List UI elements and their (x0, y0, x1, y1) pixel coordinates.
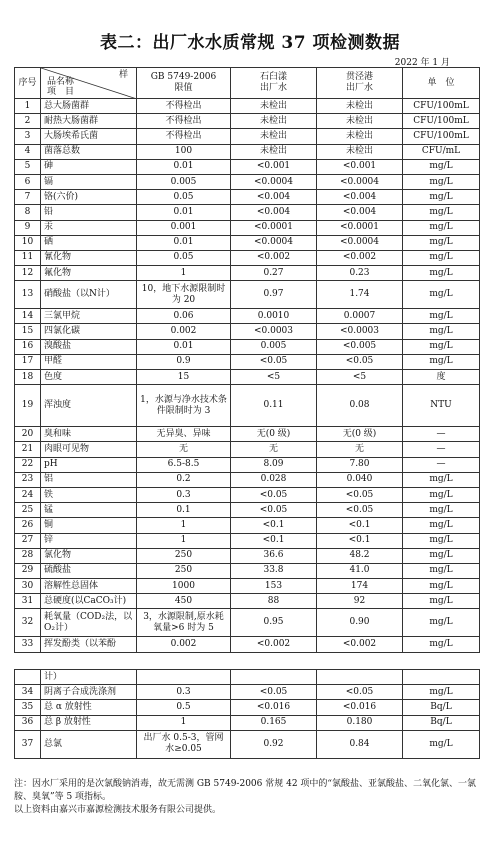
row-value-shijiuyang: 0.0010 (231, 309, 317, 324)
row-number: 1 (15, 99, 41, 114)
row-item: 肉眼可见物 (41, 442, 137, 457)
row-number: 15 (15, 324, 41, 339)
row-item: 硝酸盐（以N计） (41, 281, 137, 309)
row-value-shijiuyang: <0.05 (231, 487, 317, 502)
row-value-shijiuyang: 0.005 (231, 339, 317, 354)
row-limit: 450 (137, 594, 231, 609)
row-value-shijiuyang: <0.1 (231, 518, 317, 533)
water-quality-table (14, 67, 480, 653)
row-value-shijiuyang: 0.165 (231, 715, 317, 730)
table-row (15, 518, 480, 533)
row-number: 2 (15, 114, 41, 129)
row-limit: 1 (137, 518, 231, 533)
row-number: 9 (15, 220, 41, 235)
row-value-guanjinggang: <5 (317, 370, 403, 385)
row-value-guanjinggang: <0.1 (317, 533, 403, 548)
table-row (15, 685, 480, 700)
row-unit: — (403, 457, 480, 472)
row-value-shijiuyang: 0.27 (231, 266, 317, 281)
header-source-2: 贯泾港 出厂水 (317, 68, 403, 99)
row-value-guanjinggang: 未检出 (317, 144, 403, 159)
table-row (15, 174, 480, 189)
row-item: 甲醛 (41, 354, 137, 369)
row-value-shijiuyang: <0.05 (231, 685, 317, 700)
row-value-shijiuyang: 未检出 (231, 99, 317, 114)
row-item: 铁 (41, 487, 137, 502)
row-unit: mg/L (403, 159, 480, 174)
row-unit: mg/L (403, 548, 480, 563)
row-item: 耐热大肠菌群 (41, 114, 137, 129)
row-value-guanjinggang: 48.2 (317, 548, 403, 563)
table-row (15, 266, 480, 281)
row-unit: Bq/L (403, 715, 480, 730)
row-number: 23 (15, 472, 41, 487)
table-row (15, 548, 480, 563)
report-date: 2022 年 1 月 (394, 58, 450, 68)
row-limit: 0.01 (137, 205, 231, 220)
row-unit: — (403, 427, 480, 442)
row-value-guanjinggang: <0.016 (317, 700, 403, 715)
table-row (15, 609, 480, 637)
row-limit: 0.9 (137, 354, 231, 369)
row-value-guanjinggang: 0.90 (317, 609, 403, 637)
row-value-shijiuyang: <0.0004 (231, 174, 317, 189)
row-number: 13 (15, 281, 41, 309)
row-value-shijiuyang: <0.0004 (231, 235, 317, 250)
row-item: 总硬度(以CaCO₃计) (41, 594, 137, 609)
row-unit (403, 670, 480, 685)
row-unit: mg/L (403, 174, 480, 189)
row-number: 20 (15, 427, 41, 442)
row-value-shijiuyang: 0.97 (231, 281, 317, 309)
row-unit: mg/L (403, 309, 480, 324)
row-item: 锰 (41, 503, 137, 518)
row-number (15, 670, 41, 685)
row-value-guanjinggang: <0.05 (317, 487, 403, 502)
row-value-guanjinggang: 0.040 (317, 472, 403, 487)
row-value-guanjinggang: 41.0 (317, 563, 403, 578)
row-value-guanjinggang: <0.05 (317, 503, 403, 518)
row-number: 33 (15, 637, 41, 652)
footnote-1: 注：因水厂采用的是次氯酸钠消毒，故无需测 GB 5749-2006 常规 42 项中的“氯酸盐、亚氯酸盐、二氧化氯、一氯胺、臭氧”等 5 项指标。 (14, 779, 477, 802)
row-value-shijiuyang: <0.05 (231, 354, 317, 369)
row-limit: 100 (137, 144, 231, 159)
table-row (15, 324, 480, 339)
row-limit: 不得检出 (137, 114, 231, 129)
row-limit: 0.05 (137, 190, 231, 205)
row-unit: mg/L (403, 205, 480, 220)
header-diag-mid: 品名称 (47, 77, 75, 87)
row-limit: 250 (137, 548, 231, 563)
row-number: 14 (15, 309, 41, 324)
row-number: 17 (15, 354, 41, 369)
row-number: 10 (15, 235, 41, 250)
row-number: 24 (15, 487, 41, 502)
row-limit: 1000 (137, 579, 231, 594)
table-row (15, 190, 480, 205)
row-value-shijiuyang: 88 (231, 594, 317, 609)
row-value-shijiuyang: 无 (231, 442, 317, 457)
row-value-shijiuyang: 未检出 (231, 144, 317, 159)
row-value-guanjinggang: 无(0 级) (317, 427, 403, 442)
row-limit: 出厂水 0.5-3，管网水≥0.05 (137, 730, 231, 758)
row-unit: mg/L (403, 220, 480, 235)
row-item: 总 β 放射性 (41, 715, 137, 730)
row-item: 砷 (41, 159, 137, 174)
row-unit: mg/L (403, 281, 480, 309)
row-unit: mg/L (403, 533, 480, 548)
table-header-row (15, 68, 480, 99)
row-unit: CFU/100mL (403, 129, 480, 144)
table-row (15, 205, 480, 220)
table-row (15, 281, 480, 309)
row-value-guanjinggang: <0.1 (317, 518, 403, 533)
row-unit: — (403, 442, 480, 457)
row-number: 35 (15, 700, 41, 715)
row-limit: 6.5-8.5 (137, 457, 231, 472)
row-value-shijiuyang: <5 (231, 370, 317, 385)
table-row (15, 503, 480, 518)
row-value-shijiuyang: 未检出 (231, 129, 317, 144)
row-item: 菌落总数 (41, 144, 137, 159)
row-value-guanjinggang: 未检出 (317, 114, 403, 129)
table-row (15, 99, 480, 114)
row-item: 四氯化碳 (41, 324, 137, 339)
row-value-guanjinggang: <0.002 (317, 637, 403, 652)
row-item: 计） (41, 670, 137, 685)
row-number: 34 (15, 685, 41, 700)
row-limit: 1 (137, 533, 231, 548)
row-unit: mg/L (403, 339, 480, 354)
table-row (15, 129, 480, 144)
row-item: 硫酸盐 (41, 563, 137, 578)
row-unit: mg/L (403, 487, 480, 502)
row-item: 色度 (41, 370, 137, 385)
row-limit: 10，地下水源限制时为 20 (137, 281, 231, 309)
row-limit: 无异臭、异味 (137, 427, 231, 442)
row-unit: mg/L (403, 266, 480, 281)
row-number: 21 (15, 442, 41, 457)
row-number: 5 (15, 159, 41, 174)
header-diagonal-cell (41, 68, 137, 99)
row-number: 27 (15, 533, 41, 548)
page-title: 表二：出厂水水质常规 37 项检测数据 (100, 33, 400, 53)
row-limit: 0.001 (137, 220, 231, 235)
row-item: 耗氧量（COD₂法，以O₂计） (41, 609, 137, 637)
row-value-guanjinggang: 92 (317, 594, 403, 609)
table-row (15, 700, 480, 715)
row-value-guanjinggang: 174 (317, 579, 403, 594)
row-item: 大肠埃希氏菌 (41, 129, 137, 144)
row-value-shijiuyang: <0.001 (231, 159, 317, 174)
row-item: pH (41, 457, 137, 472)
row-limit: 无 (137, 442, 231, 457)
header-diag-bot: 项 目 (47, 87, 75, 97)
row-unit: CFU/100mL (403, 114, 480, 129)
row-number: 19 (15, 385, 41, 427)
row-number: 37 (15, 730, 41, 758)
table-row (15, 472, 480, 487)
row-value-guanjinggang: <0.05 (317, 354, 403, 369)
table-row (15, 579, 480, 594)
row-value-guanjinggang: <0.0003 (317, 324, 403, 339)
table-row (15, 235, 480, 250)
row-limit: 1，水源与净水技术条件限制时为 3 (137, 385, 231, 427)
row-unit: mg/L (403, 190, 480, 205)
table-row (15, 309, 480, 324)
row-value-shijiuyang: <0.004 (231, 190, 317, 205)
row-item: 总大肠菌群 (41, 99, 137, 114)
header-diag-top: 样 (118, 70, 128, 80)
row-number: 18 (15, 370, 41, 385)
row-number: 32 (15, 609, 41, 637)
table-row (15, 563, 480, 578)
row-number: 36 (15, 715, 41, 730)
table-row (15, 533, 480, 548)
row-number: 29 (15, 563, 41, 578)
table-row (15, 385, 480, 427)
row-unit: mg/L (403, 579, 480, 594)
row-number: 28 (15, 548, 41, 563)
table-row (15, 487, 480, 502)
row-unit: mg/L (403, 250, 480, 265)
row-value-guanjinggang: 0.84 (317, 730, 403, 758)
row-value-guanjinggang: <0.0004 (317, 235, 403, 250)
row-limit: 0.06 (137, 309, 231, 324)
row-limit: 0.01 (137, 235, 231, 250)
row-unit: mg/L (403, 235, 480, 250)
table-row (15, 442, 480, 457)
row-unit: mg/L (403, 594, 480, 609)
row-unit: NTU (403, 385, 480, 427)
row-value-shijiuyang: <0.0003 (231, 324, 317, 339)
row-number: 11 (15, 250, 41, 265)
header-source-1: 石臼漾 出厂水 (231, 68, 317, 99)
row-unit: mg/L (403, 563, 480, 578)
row-item: 溴酸盐 (41, 339, 137, 354)
row-value-guanjinggang: 未检出 (317, 129, 403, 144)
row-limit: 0.002 (137, 324, 231, 339)
row-value-guanjinggang: 0.23 (317, 266, 403, 281)
row-item: 铅 (41, 205, 137, 220)
row-unit: mg/L (403, 637, 480, 652)
row-value-shijiuyang: <0.1 (231, 533, 317, 548)
row-unit: 度 (403, 370, 480, 385)
row-value-guanjinggang: <0.0004 (317, 174, 403, 189)
table-row (15, 339, 480, 354)
row-value-guanjinggang: <0.0001 (317, 220, 403, 235)
water-quality-table-continued (14, 669, 480, 759)
row-limit: 0.01 (137, 159, 231, 174)
row-item: 铬(六价) (41, 190, 137, 205)
row-value-shijiuyang: 0.95 (231, 609, 317, 637)
row-value-guanjinggang: <0.001 (317, 159, 403, 174)
row-value-shijiuyang: 33.8 (231, 563, 317, 578)
row-limit: 250 (137, 563, 231, 578)
row-unit: mg/L (403, 472, 480, 487)
table-row (15, 250, 480, 265)
row-value-shijiuyang: 未检出 (231, 114, 317, 129)
row-limit: 1 (137, 715, 231, 730)
row-limit: 0.3 (137, 487, 231, 502)
row-item: 汞 (41, 220, 137, 235)
header-unit: 单 位 (403, 68, 480, 99)
row-value-guanjinggang: 1.74 (317, 281, 403, 309)
row-item: 氯化物 (41, 548, 137, 563)
row-value-shijiuyang: <0.004 (231, 205, 317, 220)
row-item: 锌 (41, 533, 137, 548)
row-value-guanjinggang: 7.80 (317, 457, 403, 472)
row-number: 22 (15, 457, 41, 472)
row-item: 三氯甲烷 (41, 309, 137, 324)
table-row (15, 637, 480, 652)
row-item: 铝 (41, 472, 137, 487)
footnotes (14, 778, 484, 817)
row-number: 8 (15, 205, 41, 220)
row-limit: 0.01 (137, 339, 231, 354)
row-value-shijiuyang: 无(0 级) (231, 427, 317, 442)
row-unit: Bq/L (403, 700, 480, 715)
row-value-shijiuyang: <0.05 (231, 503, 317, 518)
row-limit: 0.1 (137, 503, 231, 518)
row-limit: 0.3 (137, 685, 231, 700)
row-value-shijiuyang: 36.6 (231, 548, 317, 563)
row-unit: mg/L (403, 685, 480, 700)
row-item: 溶解性总固体 (41, 579, 137, 594)
row-limit: 不得检出 (137, 99, 231, 114)
footnote-2: 以上资料由嘉兴市嘉源检测技术服务有限公司提供。 (14, 805, 222, 815)
header-standard: GB 5749-2006 限值 (137, 68, 231, 99)
row-value-shijiuyang: 8.09 (231, 457, 317, 472)
row-unit: mg/L (403, 518, 480, 533)
row-item: 铜 (41, 518, 137, 533)
row-value-shijiuyang: <0.002 (231, 250, 317, 265)
table-row (15, 715, 480, 730)
row-number: 7 (15, 190, 41, 205)
row-value-guanjinggang: 未检出 (317, 99, 403, 114)
row-value-guanjinggang: 0.0007 (317, 309, 403, 324)
row-number: 30 (15, 579, 41, 594)
row-number: 31 (15, 594, 41, 609)
row-item: 氟化物 (41, 266, 137, 281)
row-limit: 0.002 (137, 637, 231, 652)
row-value-guanjinggang: 0.08 (317, 385, 403, 427)
table-row (15, 457, 480, 472)
table-row (15, 370, 480, 385)
row-item: 氰化物 (41, 250, 137, 265)
row-value-guanjinggang: 无 (317, 442, 403, 457)
row-value-shijiuyang: 0.92 (231, 730, 317, 758)
header-seq: 序号 (15, 68, 41, 99)
row-limit: 0.05 (137, 250, 231, 265)
row-value-guanjinggang: <0.005 (317, 339, 403, 354)
table-row (15, 144, 480, 159)
row-value-guanjinggang: <0.004 (317, 190, 403, 205)
row-limit: 15 (137, 370, 231, 385)
row-unit: CFU/100mL (403, 99, 480, 114)
table-row (15, 159, 480, 174)
row-number: 26 (15, 518, 41, 533)
row-limit: 0.5 (137, 700, 231, 715)
row-item: 总氯 (41, 730, 137, 758)
row-item: 镉 (41, 174, 137, 189)
table-row (15, 594, 480, 609)
row-unit: mg/L (403, 503, 480, 518)
row-limit: 不得检出 (137, 129, 231, 144)
table-row (15, 730, 480, 758)
row-value-shijiuyang: 153 (231, 579, 317, 594)
row-item: 浑浊度 (41, 385, 137, 427)
table-row (15, 670, 480, 685)
row-value-shijiuyang: <0.0001 (231, 220, 317, 235)
table-row (15, 220, 480, 235)
row-value-shijiuyang (231, 670, 317, 685)
row-item: 阴离子合成洗涤剂 (41, 685, 137, 700)
row-unit: mg/L (403, 354, 480, 369)
row-item: 臭和味 (41, 427, 137, 442)
row-value-guanjinggang: 0.180 (317, 715, 403, 730)
row-limit: 3，水源限制,原水耗氧量>6 时为 5 (137, 609, 231, 637)
row-number: 16 (15, 339, 41, 354)
row-limit: 0.2 (137, 472, 231, 487)
row-unit: mg/L (403, 609, 480, 637)
table-row (15, 354, 480, 369)
row-number: 25 (15, 503, 41, 518)
row-number: 12 (15, 266, 41, 281)
row-value-shijiuyang: 0.028 (231, 472, 317, 487)
row-unit: mg/L (403, 730, 480, 758)
row-value-guanjinggang: <0.002 (317, 250, 403, 265)
row-number: 4 (15, 144, 41, 159)
row-unit: mg/L (403, 324, 480, 339)
table-row (15, 427, 480, 442)
row-number: 3 (15, 129, 41, 144)
row-value-shijiuyang: <0.002 (231, 637, 317, 652)
row-item: 挥发酚类（以苯酚 (41, 637, 137, 652)
row-value-guanjinggang: <0.05 (317, 685, 403, 700)
row-value-shijiuyang: <0.016 (231, 700, 317, 715)
table-row (15, 114, 480, 129)
row-value-shijiuyang: 0.11 (231, 385, 317, 427)
row-value-guanjinggang: <0.004 (317, 205, 403, 220)
row-limit: 0.005 (137, 174, 231, 189)
row-number: 6 (15, 174, 41, 189)
row-limit: 1 (137, 266, 231, 281)
row-item: 总 α 放射性 (41, 700, 137, 715)
row-unit: CFU/mL (403, 144, 480, 159)
row-limit (137, 670, 231, 685)
row-value-guanjinggang (317, 670, 403, 685)
row-item: 硒 (41, 235, 137, 250)
